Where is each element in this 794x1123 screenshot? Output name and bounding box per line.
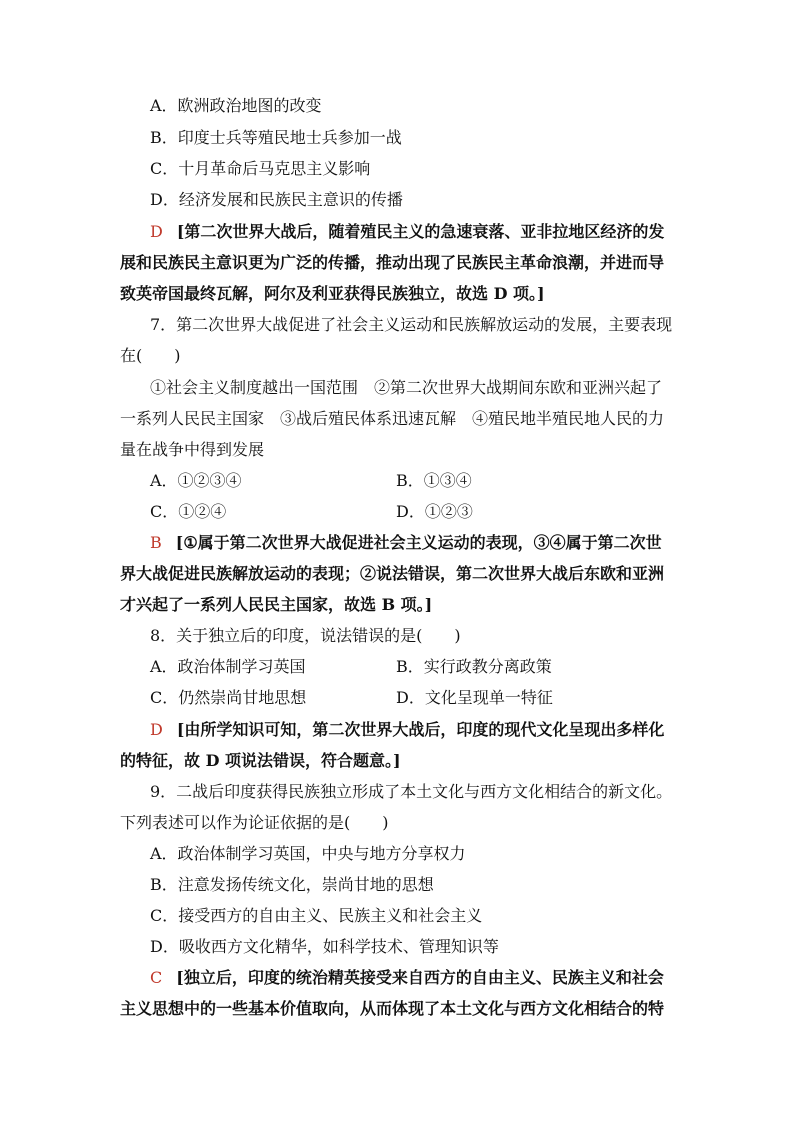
question-7-option-d: D．①②③	[396, 502, 473, 521]
explanation-line: 展和民族民主意识更为广泛的传播，推动出现了民族民主革命浪潮，并进而导	[120, 253, 665, 272]
explanation-text: [第二次世界大战后，随着殖民主义的急速衰落、亚非拉地区经济的发	[176, 222, 665, 241]
option-d: D．经济发展和民族民主意识的传播	[150, 190, 403, 209]
answer-explanation-line	[150, 222, 664, 242]
question-8-option-a: A．政治体制学习英国	[150, 657, 306, 676]
option-a: A．欧洲政治地图的改变	[150, 96, 322, 115]
question-8-option-c: C．仍然崇尚甘地思想	[150, 688, 307, 707]
question-7-stem: 在( )	[120, 346, 181, 365]
answer-explanation-line	[150, 720, 664, 740]
question-9-option-a: A．政治体制学习英国，中央与地方分享权力	[150, 844, 466, 863]
answer-explanation-line	[150, 533, 662, 553]
answer-letter: B	[150, 533, 162, 552]
option-c: C．十月革命后马克思主义影响	[150, 159, 371, 178]
question-9-stem: 9．二战后印度获得民族独立形成了本土文化与西方文化相结合的新文化。	[150, 782, 673, 801]
explanation-line: 界大战促进民族解放运动的表现；②说法错误，第二次世界大战后东欧和亚洲	[120, 564, 665, 583]
answer-letter: D	[150, 222, 163, 241]
question-9-option-c: C．接受西方的自由主义、民族主义和社会主义	[150, 906, 483, 925]
explanation-text: [①属于第二次世界大战促进社会主义运动的表现，③④属于第二次世	[175, 533, 662, 552]
answer-explanation-line	[150, 968, 664, 988]
question-8-stem: 8．关于独立后的印度，说法错误的是( )	[150, 626, 461, 645]
answer-letter: C	[150, 968, 163, 987]
question-7-item: 一系列人民民主国家 ③战后殖民体系迅速瓦解 ④殖民地半殖民地人民的力	[120, 409, 665, 428]
explanation-text: [独立后，印度的统治精英接受来自西方的自由主义、民族主义和社会	[176, 968, 664, 987]
question-8-option-d: D．文化呈现单一特征	[396, 688, 553, 707]
explanation-line: 主义思想中的一些基本价值取向，从而体现了本土文化与西方文化相结合的特	[120, 999, 665, 1018]
answer-letter: D	[150, 720, 163, 739]
question-9-option-b: B．注意发扬传统文化，崇尚甘地的思想	[150, 875, 434, 894]
explanation-line: 致英帝国最终瓦解，阿尔及利亚获得民族独立，故选 D 项。]	[120, 284, 545, 303]
explanation-text: [由所学知识可知，第二次世界大战后，印度的现代文化呈现出多样化	[176, 720, 665, 739]
question-8-option-b: B．实行政教分离政策	[396, 657, 552, 676]
question-7-item: 量在战争中得到发展	[120, 440, 265, 459]
question-9-option-d: D．吸收西方文化精华，如科学技术、管理知识等	[150, 937, 499, 956]
question-7-item: ①社会主义制度越出一国范围 ②第二次世界大战期间东欧和亚洲兴起了	[150, 378, 663, 397]
question-9-stem: 下列表述可以作为论证依据的是( )	[120, 813, 389, 832]
explanation-line: 才兴起了一系列人民民主国家，故选 B 项。]	[120, 595, 433, 614]
question-7-option-a: A．①②③④	[150, 471, 242, 490]
question-7-stem: 7．第二次世界大战促进了社会主义运动和民族解放运动的发展，主要表现	[150, 315, 673, 334]
option-b: B．印度士兵等殖民地士兵参加一战	[150, 128, 402, 147]
question-7-option-c: C．①②④	[150, 502, 227, 521]
question-7-option-b: B．①③④	[396, 471, 472, 490]
explanation-line: 的特征，故 D 项说法错误，符合题意。]	[120, 751, 401, 770]
